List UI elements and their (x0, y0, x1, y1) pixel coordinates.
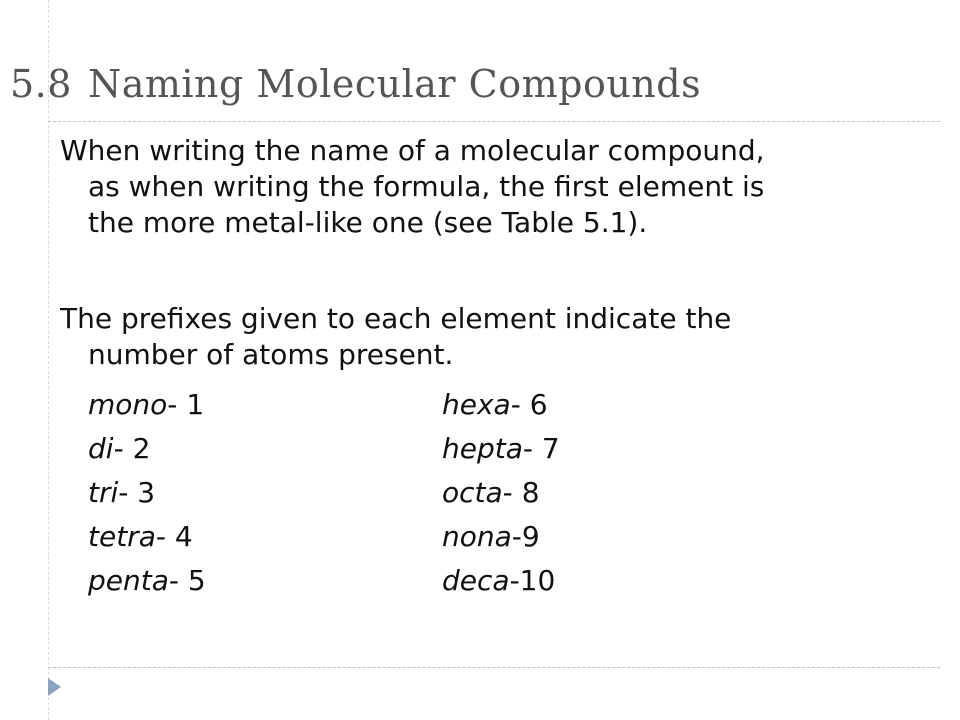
prefix-entry (442, 564, 555, 597)
prefix-separator: - (510, 388, 530, 421)
title-divider (48, 121, 940, 122)
prefix-entry (88, 476, 155, 509)
title-text: Naming Molecular Compounds (87, 62, 702, 106)
paragraph-line: as when writing the formula, the first element is (88, 170, 765, 203)
paragraph-line: the more metal-like one (see Table 5.1). (88, 206, 648, 239)
prefix-number: 4 (174, 520, 193, 553)
prefix-number: 8 (521, 476, 540, 509)
prefix-number: 10 (519, 564, 556, 597)
prefix-name: mono (88, 388, 168, 421)
prefix-name: tetra (88, 520, 156, 553)
prefix-entry (442, 432, 560, 465)
prefix-number: 1 (186, 388, 205, 421)
prefix-number: 7 (541, 432, 560, 465)
prefix-separator: - (118, 476, 138, 509)
prefix-entry (88, 388, 204, 421)
paragraph-line: The prefixes given to each element indicate the (60, 302, 732, 335)
prefix-entry (442, 520, 540, 553)
prefix-number: 2 (132, 432, 151, 465)
prefix-name: hexa (442, 388, 511, 421)
prefix-entry (442, 476, 540, 509)
prefix-separator: - (167, 388, 187, 421)
paragraph-prefixes (60, 301, 731, 373)
triangle-right-icon[interactable] (48, 678, 61, 696)
section-number: 5.8 (10, 62, 72, 106)
prefix-number: 3 (137, 476, 156, 509)
left-divider (48, 0, 49, 720)
prefix-name: tri (88, 476, 119, 509)
prefix-number: 9 (521, 520, 540, 553)
prefix-name: deca (442, 564, 510, 597)
paragraph-line: When writing the name of a molecular compound, (60, 134, 765, 167)
prefix-separator: - (113, 432, 133, 465)
prefix-name: nona (442, 520, 512, 553)
prefix-number: 6 (529, 388, 548, 421)
prefix-name: di (88, 432, 114, 465)
prefix-entry (88, 564, 206, 597)
prefix-number: 5 (187, 564, 206, 597)
prefix-entry (88, 520, 193, 553)
prefix-name: octa (442, 476, 503, 509)
prefix-separator: - (511, 520, 522, 553)
paragraph-line: number of atoms present. (88, 338, 454, 371)
prefix-entry (88, 432, 150, 465)
paragraph-naming-order (60, 133, 765, 241)
slide-title (10, 62, 701, 106)
footer-divider (48, 667, 940, 668)
prefix-entry (442, 388, 548, 421)
prefix-separator: - (168, 564, 188, 597)
prefix-name: penta (88, 564, 169, 597)
prefix-separator: - (155, 520, 175, 553)
prefix-separator: - (522, 432, 542, 465)
prefix-name: hepta (442, 432, 523, 465)
prefix-separator: - (509, 564, 520, 597)
prefix-separator: - (502, 476, 522, 509)
